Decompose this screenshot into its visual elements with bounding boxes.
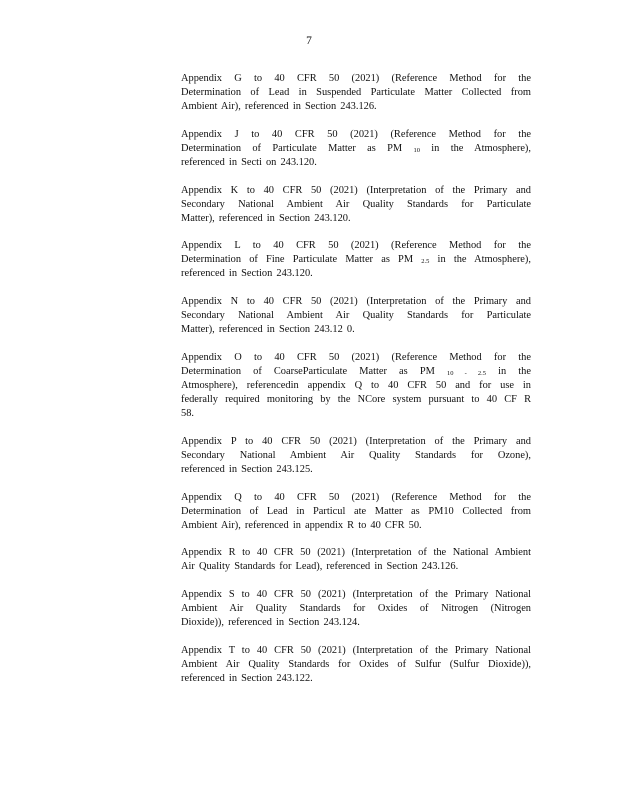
- appendix-entry: [181, 239, 531, 281]
- subscript-text: 10 - 2.5: [446, 369, 486, 377]
- entry-line: [181, 602, 531, 616]
- entry-text: Appendix Q to 40 CFR 50 (2021) (Reference Method for the: [181, 491, 531, 503]
- entry-line: [181, 295, 531, 309]
- entry-line: [181, 644, 531, 658]
- entry-line: [181, 435, 531, 449]
- entry-line: [181, 616, 531, 630]
- appendix-entry: [181, 644, 531, 686]
- appendix-entry: [181, 351, 531, 421]
- entry-text: Matter), referenced in Section 243.120.: [181, 212, 351, 224]
- entry-text: Determination of Lead in Suspended Particulate Matter Collected from: [181, 87, 531, 98]
- appendix-entry: [181, 546, 531, 574]
- entry-line: [181, 491, 531, 505]
- entry-text: Appendix S to 40 CFR 50 (2021) (Interpretation of the Primary National: [181, 589, 531, 601]
- appendix-entry: [181, 491, 531, 533]
- appendix-entry: [181, 72, 531, 114]
- entry-text: Secondary National Ambient Air Quality Standards for Particulate: [181, 310, 531, 322]
- entry-text: federally required monitoring by the NCore system pursuant to 40 CF R: [181, 393, 531, 405]
- entry-text: Appendix G to 40 CFR 50 (2021) (Reference Method for the: [181, 73, 531, 84]
- entry-text: Appendix K to 40 CFR 50 (2021) (Interpretation of the Primary and: [181, 184, 531, 196]
- entry-text: referenced in Section 243.125.: [181, 463, 313, 475]
- entry-line: [181, 309, 531, 323]
- entry-line: [181, 198, 531, 212]
- document-body: [181, 72, 531, 700]
- appendix-entry: [181, 128, 531, 170]
- entry-text: Appendix N to 40 CFR 50 (2021) (Interpretation of the Primary and: [181, 296, 531, 308]
- entry-text: Appendix T to 40 CFR 50 (2021) (Interpretation of the Primary National: [181, 644, 531, 656]
- entry-line: [181, 588, 531, 602]
- entry-text: Appendix O to 40 CFR 50 (2021) (Reference Method for the: [181, 351, 531, 363]
- entry-line: [181, 86, 531, 100]
- entry-line: [181, 519, 531, 533]
- entry-text: 58.: [181, 407, 194, 419]
- appendix-entry: [181, 295, 531, 337]
- entry-line: [181, 407, 531, 421]
- entry-line: [181, 560, 531, 574]
- entry-text: referenced in Section 243.120.: [181, 268, 313, 280]
- entry-text: referenced in Secti on 243.120.: [181, 156, 317, 168]
- entry-line: [181, 128, 531, 142]
- entry-text: Ambient Air Quality Standards for Oxides of Sulfur (Sulfur Dioxide)),: [181, 658, 531, 670]
- entry-line: [181, 449, 531, 463]
- entry-line: [181, 253, 531, 267]
- entry-line: [181, 100, 531, 114]
- entry-line: [181, 142, 531, 156]
- entry-line: [181, 658, 531, 672]
- entry-text: Determination of Lead in Particul ate Matter as PM10 Collected from: [181, 505, 531, 517]
- subscript-text: 10: [413, 146, 420, 154]
- entry-text: Appendix L to 40 CFR 50 (2021) (Reference Method for the: [181, 240, 531, 252]
- entry-line: [181, 379, 531, 393]
- entry-text: Ambient Air Quality Standards for Oxides of Nitrogen (Nitrogen: [181, 603, 531, 615]
- page-number: 7: [306, 35, 312, 47]
- entry-text: referenced in Section 243.122.: [181, 672, 313, 684]
- entry-line: [181, 351, 531, 365]
- entry-line: [181, 672, 531, 686]
- entry-text: in the Atmosphere),: [419, 142, 531, 154]
- entry-text: Appendix J to 40 CFR 50 (2021) (Reference Method for the: [181, 128, 531, 140]
- entry-line: [181, 365, 531, 379]
- entry-text: Secondary National Ambient Air Quality Standards for Ozone),: [181, 449, 531, 461]
- entry-line: [181, 505, 531, 519]
- entry-text: Air Quality Standards for Lead), referenced in Section 243.126.: [181, 561, 459, 573]
- entry-text: Ambient Air), referenced in Section 243.126.: [181, 101, 377, 112]
- entry-text: Matter), referenced in Section 243.12 0.: [181, 324, 355, 336]
- entry-line: [181, 393, 531, 407]
- appendix-entry: [181, 588, 531, 630]
- entry-line: [181, 156, 531, 170]
- entry-text: Determination of Fine Particulate Matter as PM: [181, 254, 422, 266]
- appendix-entry: [181, 435, 531, 477]
- entry-text: Secondary National Ambient Air Quality Standards for Particulate: [181, 198, 531, 210]
- entry-text: Appendix R to 40 CFR 50 (2021) (Interpretation of the National Ambient: [181, 547, 531, 559]
- entry-text: Ambient Air), referenced in appendix R to 40 CFR 50.: [181, 519, 422, 531]
- subscript-text: 2.5: [421, 258, 430, 266]
- entry-line: [181, 72, 531, 86]
- entry-line: [181, 323, 531, 337]
- entry-line: [181, 463, 531, 477]
- entry-text: Appendix P to 40 CFR 50 (2021) (Interpretation of the Primary and: [181, 435, 531, 447]
- entry-line: [181, 212, 531, 226]
- entry-text: in the Atmosphere),: [429, 254, 531, 266]
- entry-line: [181, 184, 531, 198]
- entry-text: Determination of CoarseParticulate Matter as PM: [181, 365, 447, 377]
- entry-text: Atmosphere), referencedin appendix Q to 40 CFR 50 and for use in: [181, 379, 531, 391]
- entry-line: [181, 546, 531, 560]
- entry-text: Dioxide)), referenced in Section 243.124.: [181, 617, 360, 629]
- entry-text: Determination of Particulate Matter as PM: [181, 142, 414, 154]
- entry-line: [181, 239, 531, 253]
- entry-line: [181, 267, 531, 281]
- entry-text: in the: [486, 365, 531, 377]
- appendix-entry: [181, 184, 531, 226]
